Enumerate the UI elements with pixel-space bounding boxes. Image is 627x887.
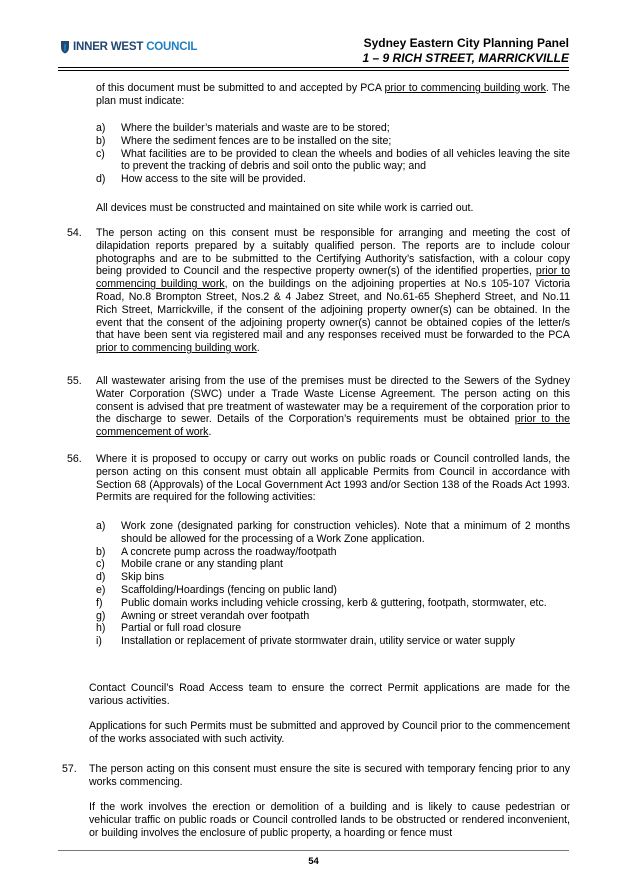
flame-shield-icon: [60, 40, 70, 54]
list-item: e) Scaffolding/Hoardings (fencing on public land): [96, 583, 337, 596]
list-item: d) How access to the site will be provided.: [96, 173, 306, 186]
header-rule-thin: [58, 70, 569, 71]
condition-57-continued: If the work involves the erection or demolition of a building and is likely to cause pedestrian or vehicular traffic on public roads or Council controlled lands to be obstructed or rendered inconvenient, or building involves the enclosure of public property, a hoarding or fence must: [89, 801, 570, 839]
panel-title: Sydney Eastern City Planning Panel: [363, 36, 569, 50]
list-item: c) What facilities are to be provided to clean the wheels and bodies of all vehicles leaving the site to prevent the tracking of debris and soil onto the public way; and: [96, 147, 570, 173]
condition-number: 56.: [67, 453, 82, 465]
header-title-block: [363, 36, 569, 66]
condition-54-text: The person acting on this consent must be responsible for arranging and meeting the cost of dilapidation reports prepared by a suitably qualified person. The reports are to include colour photographs and are to be submitted to the Certifying Authority’s satisfaction, with a colour copy being provided to Council and the respective property owner(s) of the identified properties, prior to commencing building work, on the buildings on the adjoining properties at No.s 105-107 Victoria Road, No.8 Brompton Street, Nos.2 & 4 Jabez Street, and No.61-65 Shepherd Street, and No.11 Rich Street, Marrickville, if the consent of the adjoining property owner(s) can be obtained. In the event that the consent of the adjoining property owner(s) cannot be obtained copies of the letter/s that have been sent via registered mail and any responses received must be forwarded to the PCA prior to commencing building work.: [96, 227, 570, 355]
council-logo: [60, 40, 197, 54]
condition-56-intro: Where it is proposed to occupy or carry out works on public roads or Council controlled lands, the person acting on this consent must obtain all applicable Permits from Council in accordance with Section 68 (Approvals) of the Local Government Act 1993 and/or Section 138 of the Roads Act 1993. Permits are required for the following activities:: [96, 453, 570, 504]
condition-number: 54.: [67, 227, 82, 239]
logo-text-right: COUNCIL: [146, 41, 198, 53]
condition-57-text: The person acting on this consent must ensure the site is secured with temporary fencing prior to any works commencing.: [89, 763, 570, 788]
logo-wordmark: [73, 41, 197, 53]
contact-paragraph: Contact Council’s Road Access team to ensure the correct Permit applications are made for the various activities.: [89, 682, 570, 707]
list-item: i) Installation or replacement of private stormwater drain, utility service or water supply: [96, 635, 515, 648]
list-item: a) Work zone (designated parking for construction vehicles). Note that a minimum of 2 months should be allowed for the processing of a Work Zone application.: [96, 520, 570, 545]
site-address: 1 – 9 RICH STREET, MARRICKVILLE: [362, 51, 569, 65]
list-item: f) Public domain works including vehicle crossing, kerb & guttering, footpath, stormwater, etc.: [96, 596, 547, 609]
list-item: g) Awning or street verandah over footpath: [96, 609, 310, 622]
list-item: b) A concrete pump across the roadway/footpath: [96, 545, 337, 558]
plan-list: [96, 122, 570, 186]
devices-paragraph: All devices must be constructed and maintained on site while work is carried out.: [96, 202, 474, 214]
condition-55-text: All wastewater arising from the use of the premises must be directed to the Sewers of the Sydney Water Corporation (SWC) under a Trade Waste License Agreement. The person acting on this consent is advised that pre treatment of wastewater may be a requirement of the corporation prior to the discharge to sewer. Details of the Corporation’s requirements must be obtained prior to the commencement of work.: [96, 375, 570, 439]
permit-activities-list: [96, 520, 570, 648]
list-item: a) Where the builder’s materials and waste are to be stored;: [96, 122, 390, 134]
list-item: b) Where the sediment fences are to be installed on the site;: [96, 134, 392, 147]
page-number: 54: [308, 856, 319, 867]
plan-paragraph: of this document must be submitted to and accepted by PCA prior to commencing building work. The plan must indicate:: [96, 82, 570, 107]
list-item: h) Partial or full road closure: [96, 622, 242, 635]
header-rule-thick: [58, 67, 569, 68]
applications-paragraph: Applications for such Permits must be submitted and approved by Council prior to the commencement of the works associated with such activity.: [89, 720, 570, 745]
condition-number: 57.: [62, 763, 77, 775]
logo-text-left: INNER WEST: [73, 41, 144, 53]
list-item: c) Mobile crane or any standing plant: [96, 558, 283, 571]
condition-number: 55.: [67, 375, 82, 387]
list-item: d) Skip bins: [96, 571, 164, 584]
footer-rule: [58, 850, 569, 851]
